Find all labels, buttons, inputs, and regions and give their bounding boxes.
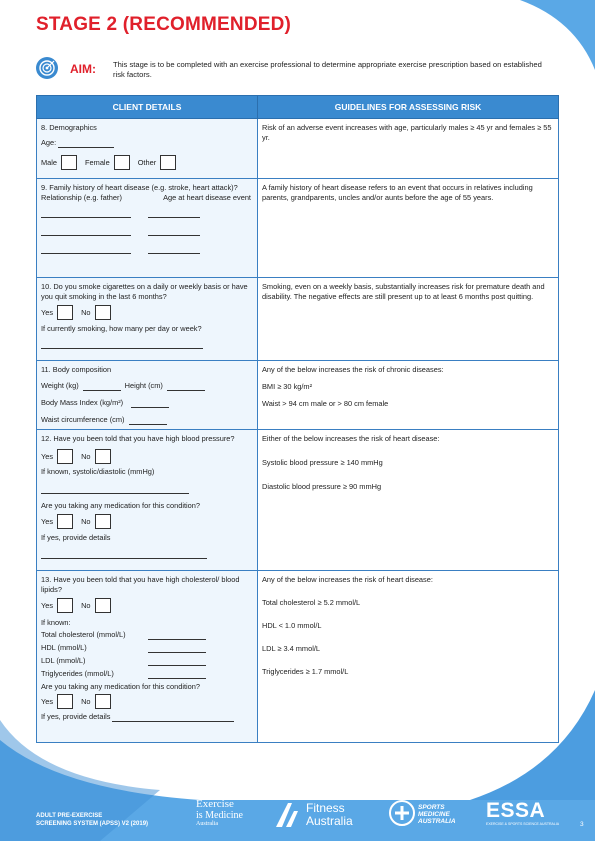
age-field[interactable]	[58, 139, 114, 148]
total-cholesterol-field[interactable]	[148, 631, 206, 640]
other-checkbox[interactable]	[160, 155, 176, 170]
bp-field[interactable]	[41, 485, 189, 494]
guide-item: BMI ≥ 30 kg/m²	[262, 382, 313, 391]
logo-text: Australia	[306, 814, 353, 828]
section-family-history	[37, 179, 258, 278]
details-field[interactable]	[112, 713, 234, 722]
guide-item: HDL < 1.0 mmol/L	[262, 621, 322, 630]
guide-item: Total cholesterol ≥ 5.2 mmol/L	[262, 598, 361, 607]
section-title: 10. Do you smoke cigarettes on a daily or weekly basis or have you quit smoking in the last 6 months?	[41, 282, 248, 301]
details-label: If yes, provide details	[41, 712, 111, 721]
no-checkbox[interactable]	[95, 598, 111, 613]
triglycerides-field[interactable]	[148, 670, 206, 679]
document-id-line: SCREENING SYSTEM (APSS) V2 (2019)	[36, 821, 149, 827]
bp-known-label: If known, systolic/diastolic (mmHg)	[41, 467, 155, 476]
event-age-label: Age at heart disease event	[163, 193, 251, 202]
sports-medicine-icon	[389, 800, 415, 826]
guide-item: Waist > 94 cm male or > 80 cm female	[262, 399, 389, 408]
no-label: No	[81, 307, 91, 317]
medication-question: Are you taking any medication for this condition?	[41, 682, 200, 691]
logo-text: MEDICINE	[418, 811, 450, 818]
bmi-label: Body Mass Index (kg/m²)	[41, 398, 124, 407]
page-title: STAGE 2 (RECOMMENDED)	[36, 14, 292, 35]
fitness-australia-logo	[306, 802, 353, 828]
guide-item: Systolic blood pressure ≥ 140 mmHg	[262, 458, 383, 467]
no-label: No	[81, 600, 91, 610]
height-field[interactable]	[167, 382, 205, 391]
guide-cholesterol	[258, 571, 559, 743]
essa-logo	[486, 800, 559, 827]
risk-table	[36, 95, 559, 743]
logo-text: is Medicine	[196, 810, 243, 821]
weight-field[interactable]	[83, 382, 121, 391]
guide-body-composition	[258, 361, 559, 430]
logo-text: ESSA	[486, 799, 546, 822]
target-icon	[36, 57, 58, 79]
medication-question: Are you taking any medication for this condition?	[41, 501, 200, 510]
yes-label: Yes	[41, 516, 54, 526]
triglycerides-label: Triglycerides (mmol/L)	[41, 669, 114, 678]
section-smoking	[37, 278, 258, 361]
total-cholesterol-label: Total cholesterol (mmol/L)	[41, 630, 126, 639]
logo-text: SPORTS	[418, 804, 445, 811]
yes-checkbox[interactable]	[57, 598, 73, 613]
event-age-field[interactable]	[148, 209, 200, 218]
height-label: Height (cm)	[124, 381, 163, 390]
guide-intro: Any of the below increases the risk of chronic diseases:	[262, 365, 444, 374]
no-label: No	[81, 696, 91, 706]
yes-checkbox[interactable]	[57, 449, 73, 464]
guide-smoking: Smoking, even on a weekly basis, substantially increases risk for premature death and disability. The negative effects are still present up to at least 6 months post quitting.	[258, 278, 559, 361]
logo-text: Fitness	[306, 801, 345, 815]
guide-item: LDL ≥ 3.4 mmol/L	[262, 644, 321, 653]
bmi-field[interactable]	[131, 399, 169, 408]
details-field[interactable]	[41, 550, 207, 559]
female-checkbox[interactable]	[114, 155, 130, 170]
lipids-known-label: If known:	[41, 618, 71, 627]
yes-label: Yes	[41, 307, 54, 317]
aim-label: AIM:	[70, 62, 96, 76]
section-title: 13. Have you been told that you have high cholesterol/ blood lipids?	[41, 575, 240, 594]
section-blood-pressure	[37, 430, 258, 571]
other-label: Other	[137, 157, 157, 167]
ldl-field[interactable]	[148, 657, 206, 666]
document-id	[36, 812, 148, 828]
event-age-field[interactable]	[148, 245, 200, 254]
guide-blood-pressure	[258, 430, 559, 571]
relationship-label: Relationship (e.g. father)	[41, 193, 122, 202]
logo-text: Australia	[196, 821, 218, 827]
guide-intro: Either of the below increases the risk of heart disease:	[262, 434, 440, 443]
section-demographics	[37, 119, 258, 179]
no-label: No	[81, 451, 91, 461]
header-client-details: CLIENT DETAILS	[37, 96, 258, 119]
guide-demographics: Risk of an adverse event increases with age, particularly males ≥ 45 yr and females ≥ 55 yr.	[258, 119, 559, 179]
yes-label: Yes	[41, 451, 54, 461]
section-title: 9. Family history of heart disease (e.g. stroke, heart attack)?	[41, 183, 238, 192]
event-age-field[interactable]	[148, 227, 200, 236]
logo-text: EXERCISE & SPORTS SCIENCE AUSTRALIA	[486, 822, 560, 826]
guide-family-history: A family history of heart disease refers to an event that occurs in relatives including parents, grandparents, uncles and/or aunts before the age of 55 years.	[258, 179, 559, 278]
yes-checkbox[interactable]	[57, 694, 73, 709]
no-label: No	[81, 516, 91, 526]
age-label: Age:	[41, 138, 57, 147]
waist-label: Waist circumference (cm)	[41, 415, 125, 424]
relationship-field[interactable]	[41, 245, 131, 254]
fitness-australia-icon	[274, 803, 300, 827]
guide-item: Triglycerides ≥ 1.7 mmol/L	[262, 667, 349, 676]
waist-field[interactable]	[129, 416, 167, 425]
section-body-composition	[37, 361, 258, 430]
hdl-field[interactable]	[148, 644, 206, 653]
page-number: 3	[580, 821, 584, 828]
male-checkbox[interactable]	[61, 155, 77, 170]
relationship-field[interactable]	[41, 227, 131, 236]
hdl-label: HDL (mmol/L)	[41, 643, 87, 652]
ldl-label: LDL (mmol/L)	[41, 656, 86, 665]
smoking-amount-label: If currently smoking, how many per day or week?	[41, 324, 202, 333]
logo-text: Exercise	[196, 798, 234, 810]
sports-medicine-australia-logo	[418, 804, 456, 825]
yes-checkbox[interactable]	[57, 305, 73, 320]
section-cholesterol	[37, 571, 258, 743]
no-checkbox[interactable]	[95, 449, 111, 464]
section-title: 11. Body composition	[41, 365, 112, 374]
no-checkbox[interactable]	[95, 514, 111, 529]
guide-item: Diastolic blood pressure ≥ 90 mmHg	[262, 482, 382, 491]
exercise-is-medicine-logo	[196, 799, 243, 828]
section-title: 8. Demographics	[41, 123, 97, 132]
no-checkbox[interactable]	[95, 694, 111, 709]
weight-label: Weight (kg)	[41, 381, 79, 390]
female-label: Female	[85, 157, 110, 167]
logo-text: AUSTRALIA	[418, 818, 456, 825]
smoking-amount-field[interactable]	[41, 340, 203, 349]
yes-label: Yes	[41, 696, 54, 706]
male-label: Male	[41, 157, 58, 167]
section-title: 12. Have you been told that you have high blood pressure?	[41, 434, 235, 443]
details-label: If yes, provide details	[41, 533, 111, 542]
relationship-field[interactable]	[41, 209, 131, 218]
header-guidelines: GUIDELINES FOR ASSESSING RISK	[258, 96, 559, 119]
document-id-line: ADULT PRE-EXERCISE	[36, 813, 103, 819]
aim-text: This stage is to be completed with an exercise professional to determine appropriate exercise prescription based on established risk factors.	[113, 60, 542, 79]
no-checkbox[interactable]	[95, 305, 111, 320]
guide-intro: Any of the below increases the risk of heart disease:	[262, 575, 433, 584]
yes-checkbox[interactable]	[57, 514, 73, 529]
yes-label: Yes	[41, 600, 54, 610]
